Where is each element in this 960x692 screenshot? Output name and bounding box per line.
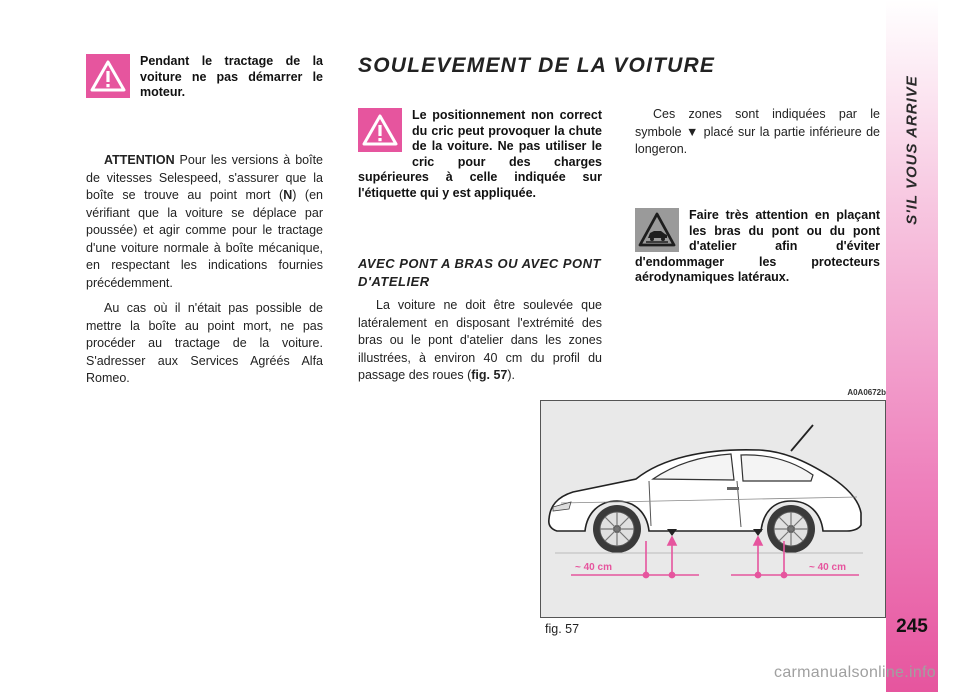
figure-code: A0A0672b [847,388,886,397]
rear-window [741,455,813,481]
rear-wheel [767,505,815,553]
antenna [791,425,813,451]
front-wheel [593,505,641,553]
page-title: SOULEVEMENT DE LA VOITURE [358,54,716,77]
lift-marker-front [667,529,677,536]
left-text-block [86,152,323,396]
section-subtitle: AVEC PONT A BRAS OU AVEC PONT D'ATELIER [358,256,601,289]
door-handle [727,487,739,490]
right-warning-text [635,208,880,286]
lift-instructions [358,297,602,385]
figure-box [540,400,886,618]
section-title: S'IL VOUS ARRIVE [903,75,921,225]
lift-marker-rear [753,529,763,536]
middle-warning-text [358,108,602,201]
measure-label-right: ~ 40 cm [809,562,846,573]
car-lift-diagram [541,401,885,617]
attention-label: ATTENTION [104,153,175,167]
left-paragraph-2: Au cas où il n'était pas possible de mettre la boîte au point mort, ne pas procéder au tractage de la voiture. S'adresser aux Services Agréés Alfa Romeo. [86,301,323,385]
neutral-letter: N [283,188,293,202]
lift-text: La voiture ne doit être soulevée que latéralement en disposant l'extrémité des bras ou le pont d'atelier dans les zones illustrées, à environ 40 cm du profil du passage des roues ( [358,298,602,382]
middle-warning-content: Le positionnement non correct du cric peut provoquer la chute de la voiture. Ne pas utiliser le cric pour des charges supérieures à celle indiquée sur l'étiquette qui y est appliquée. [358,108,602,200]
measure-label-left: ~ 40 cm [575,562,612,573]
watermark: carmanualsonline.info [774,664,936,681]
symbol-explanation: Ces zones sont indiquées par le symbole ▼ placé sur la partie inférieure de longeron. [635,107,880,156]
left-warning-text: Pendant le tractage de la voiture ne pas démarrer le moteur. [140,54,323,99]
figure-caption: fig. 57 [545,622,580,636]
fig-reference: fig. 57 [471,368,508,382]
attention-text-2: ) (en vérifiant que la voiture se déplace par poussée) et agir comme pour le tractage d'une voiture normale à boîte mécanique, en respectant les indications fournies précédemment. [86,188,323,290]
attention-paragraph [86,152,323,292]
lift-text-end: ). [507,368,516,382]
icon-spacer [358,108,412,156]
attention-text-1: Pour les versions à boîte de vitesses Selespeed, s'assurer que la boîte se trouve au point mort ( [86,153,323,202]
page-number: 245 [896,616,928,637]
middle-paragraph [358,297,602,385]
section-title-vertical [886,50,938,250]
icon-spacer [635,208,689,254]
title-block [358,54,738,78]
subtitle-block [358,255,602,291]
right-paragraph [635,106,880,159]
warning-triangle-icon [86,54,130,98]
right-warning-content: Faire très attention en plaçant les bras du pont ou du pont d'atelier afin d'éviter d'endommager les protecteurs aérodynamiques latéraux. [635,208,880,284]
